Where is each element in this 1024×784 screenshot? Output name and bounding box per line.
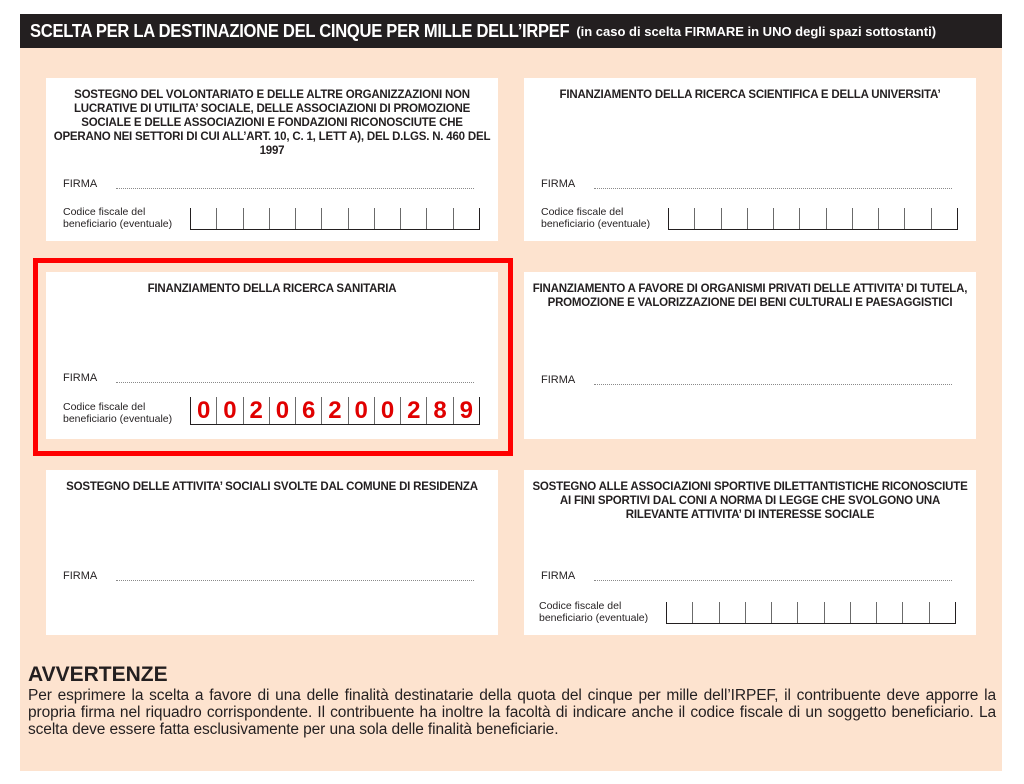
cf-digit-cell	[667, 602, 693, 623]
firma-signature-line[interactable]	[594, 580, 952, 581]
cf-digit-cell: 2	[322, 397, 348, 424]
cf-digit-cell	[748, 208, 774, 229]
cf-digit-cell	[270, 208, 296, 229]
firma-signature-line[interactable]	[594, 188, 952, 189]
cf-digit-cell	[930, 602, 956, 623]
highlight-frame	[33, 258, 513, 456]
cf-digit-cell	[427, 208, 453, 229]
header-banner	[20, 14, 1002, 48]
cf-digit-cell	[774, 208, 800, 229]
cf-digit-cell	[669, 208, 695, 229]
box-ricerca-scientifica	[524, 78, 976, 241]
box-title: SOSTEGNO DELLE ATTIVITA’ SOCIALI SVOLTE DAL COMUNE DI RESIDENZA	[66, 481, 478, 493]
firma-label: FIRMA	[63, 372, 98, 384]
cf-digit-cell	[693, 602, 719, 623]
firma-label: FIRMA	[541, 178, 576, 190]
cf-digit-cell: 0	[191, 397, 217, 424]
box-title: FINANZIAMENTO DELLA RICERCA SANITARIA	[147, 283, 397, 295]
header-subtitle: (in caso di scelta FIRMARE in UNO degli spazi sottostanti)	[576, 23, 937, 39]
cf-digit-cell	[800, 208, 826, 229]
cf-label: Codice fiscale del beneficiario (eventuale)	[539, 600, 649, 624]
cf-digit-cell	[244, 208, 270, 229]
warning-title: AVVERTENZE	[28, 663, 168, 686]
cf-digit-cell	[905, 208, 931, 229]
cf-digit-cell: 0	[217, 397, 243, 424]
cf-digit-cell	[349, 208, 375, 229]
box-volontariato	[46, 78, 498, 241]
header-title: SCELTA PER LA DESTINAZIONE DEL CINQUE PER MILLE DELL’IRPEF	[30, 20, 570, 41]
firma-label: FIRMA	[63, 178, 98, 190]
cf-digit-cell	[851, 602, 877, 623]
firma-label: FIRMA	[541, 374, 576, 386]
cf-digit-cell	[903, 602, 929, 623]
firma-signature-line[interactable]	[594, 384, 952, 385]
cf-label: Codice fiscale del beneficiario (eventuale)	[63, 206, 173, 230]
box-title: FINANZIAMENTO DELLA RICERCA SCIENTIFICA E DELLA UNIVERSITA’	[559, 89, 941, 101]
box-comune-residenza	[46, 470, 498, 635]
cf-digit-cell	[454, 208, 480, 229]
cf-digit-cell: 0	[349, 397, 375, 424]
cf-digit-cell	[746, 602, 772, 623]
cf-digit-cell	[827, 208, 853, 229]
cf-digit-cell: 0	[375, 397, 401, 424]
cf-digit-cell	[853, 208, 879, 229]
box-associazioni-sportive	[524, 470, 976, 635]
warning-text: Per esprimere la scelta a favore di una delle finalità destinatarie della quota del cinque per mille dell’IRPEF, il contribuente deve apporre la propria firma nel riquadro corrispondente. Il contribuente ha inoltre la facoltà di indicare anche il codice fiscale di un soggetto beneficiario. La scelta deve essere fatta esclusivamente per una sola delle finalità beneficiarie.	[28, 687, 996, 738]
cf-digit-cell	[191, 208, 217, 229]
cf-digit-cell: 8	[427, 397, 453, 424]
box-beni-culturali	[524, 272, 976, 439]
cf-digit-cell	[401, 208, 427, 229]
cf-digit-cell	[798, 602, 824, 623]
cf-digit-cell	[322, 208, 348, 229]
cf-digit-cell	[375, 208, 401, 229]
firma-label: FIRMA	[63, 570, 98, 582]
cf-digit-cell	[296, 208, 322, 229]
cf-digit-cell	[217, 208, 243, 229]
cf-digit-cell	[877, 602, 903, 623]
firma-label: FIRMA	[541, 570, 576, 582]
cf-input[interactable]	[666, 602, 956, 624]
cf-digit-cell	[825, 602, 851, 623]
cf-label: Codice fiscale del beneficiario (eventuale)	[63, 401, 173, 425]
cf-digit-cell	[932, 208, 958, 229]
cf-label: Codice fiscale del beneficiario (eventuale)	[541, 206, 651, 230]
cf-digit-cell	[879, 208, 905, 229]
cf-digit-cell: 6	[296, 397, 322, 424]
cf-digit-cell	[772, 602, 798, 623]
cf-digit-cell	[722, 208, 748, 229]
cf-digit-cell: 2	[401, 397, 427, 424]
cf-digit-cell: 0	[270, 397, 296, 424]
cf-input[interactable]	[668, 208, 958, 230]
cf-digit-cell	[695, 208, 721, 229]
box-title: SOSTEGNO DEL VOLONTARIATO E DELLE ALTRE ORGANIZZAZIONI NON LUCRATIVE DI UTILITA’ SOCIALE, DELLE ASSOCIAZIONI DI PROMOZIONE SOCIALE E DELLE ASSOCIAZIONI E FONDAZIONI RICONOSCIUTE CHE OPERANO NEI SETTORI DI CUI ALL’ART. 10, C. 1, LETT A), DEL D.LGS. N. 460 DEL 1997	[53, 89, 491, 157]
box-title: FINANZIAMENTO A FAVORE DI ORGANISMI PRIVATI DELLE ATTIVITA’ DI TUTELA, PROMOZIONE E VALORIZZAZIONE DEI BENI CULTURALI E PAESAGGISTICI	[532, 283, 968, 309]
cf-digit-cell	[720, 602, 746, 623]
cf-digit-cell: 9	[454, 397, 480, 424]
cf-input[interactable]	[190, 208, 480, 230]
firma-signature-line[interactable]	[116, 580, 474, 581]
firma-signature-line[interactable]	[116, 188, 474, 189]
box-title: SOSTEGNO ALLE ASSOCIAZIONI SPORTIVE DILETTANTISTICHE RICONOSCIUTE AI FINI SPORTIVI DAL CONI A NORMA DI LEGGE CHE SVOLGONO UNA RILEVANTE ATTIVITA’ DI INTERESSE SOCIALE	[532, 481, 968, 521]
cf-digit-cell: 2	[244, 397, 270, 424]
